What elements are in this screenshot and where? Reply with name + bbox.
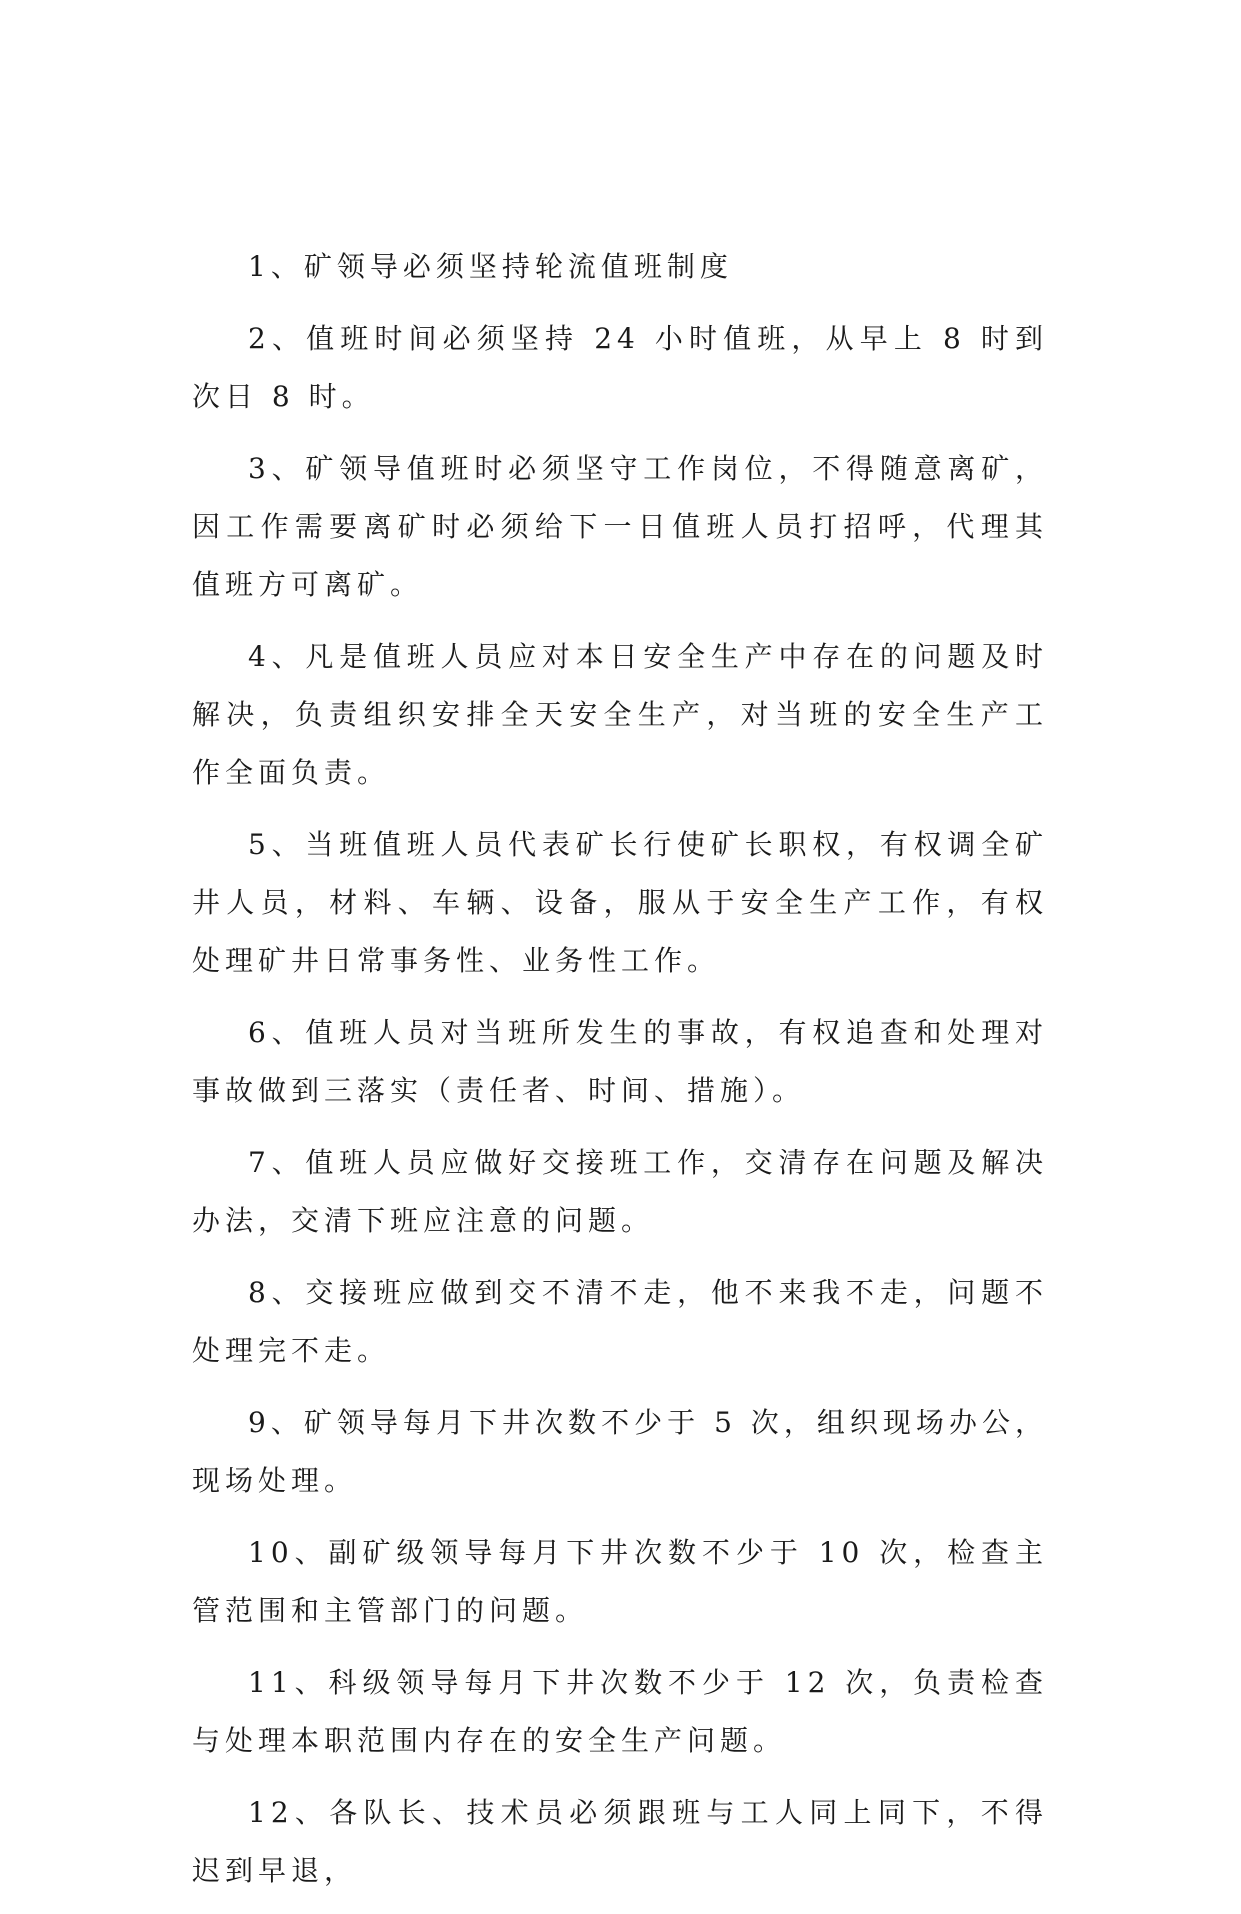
- rule-paragraph-2: 2、值班时间必须坚持 24 小时值班，从早上 8 时到次日 8 时。: [192, 322, 1048, 413]
- rule-paragraph-11: 11、科级领导每月下井次数不少于 12 次，负责检查与处理本职范围内存在的安全生产问题。: [192, 1666, 1048, 1757]
- rule-paragraph-1: 1、矿领导必须坚持轮流值班制度: [248, 250, 733, 283]
- rule-paragraph-6: 6、值班人员对当班所发生的事故，有权追查和处理对事故做到三落实（责任者、时间、措施）。: [192, 1016, 1048, 1107]
- rule-paragraph-3: 3、矿领导值班时必须坚守工作岗位，不得随意离矿，因工作需要离矿时必须给下一日值班人员打招呼，代理其值班方可离矿。: [192, 452, 1048, 601]
- rule-paragraph-5: 5、当班值班人员代表矿长行使矿长职权，有权调全矿井人员，材料、车辆、设备，服从于安全生产工作，有权处理矿井日常事务性、业务性工作。: [192, 828, 1048, 977]
- rule-paragraph-4: 4、凡是值班人员应对本日安全生产中存在的问题及时解决，负责组织安排全天安全生产，对当班的安全生产工作全面负责。: [192, 640, 1048, 789]
- rule-paragraph-7: 7、值班人员应做好交接班工作，交清存在问题及解决办法，交清下班应注意的问题。: [192, 1146, 1048, 1237]
- document-body: [192, 238, 1048, 1914]
- rule-paragraph-9: 9、矿领导每月下井次数不少于 5 次，组织现场办公，现场处理。: [192, 1406, 1048, 1497]
- rule-paragraph-12: 12、各队长、技术员必须跟班与工人同上同下，不得迟到早退，: [192, 1796, 1048, 1887]
- rule-paragraph-8: 8、交接班应做到交不清不走，他不来我不走，问题不处理完不走。: [192, 1276, 1048, 1367]
- rule-paragraph-10: 10、副矿级领导每月下井次数不少于 10 次，检查主管范围和主管部门的问题。: [192, 1536, 1048, 1627]
